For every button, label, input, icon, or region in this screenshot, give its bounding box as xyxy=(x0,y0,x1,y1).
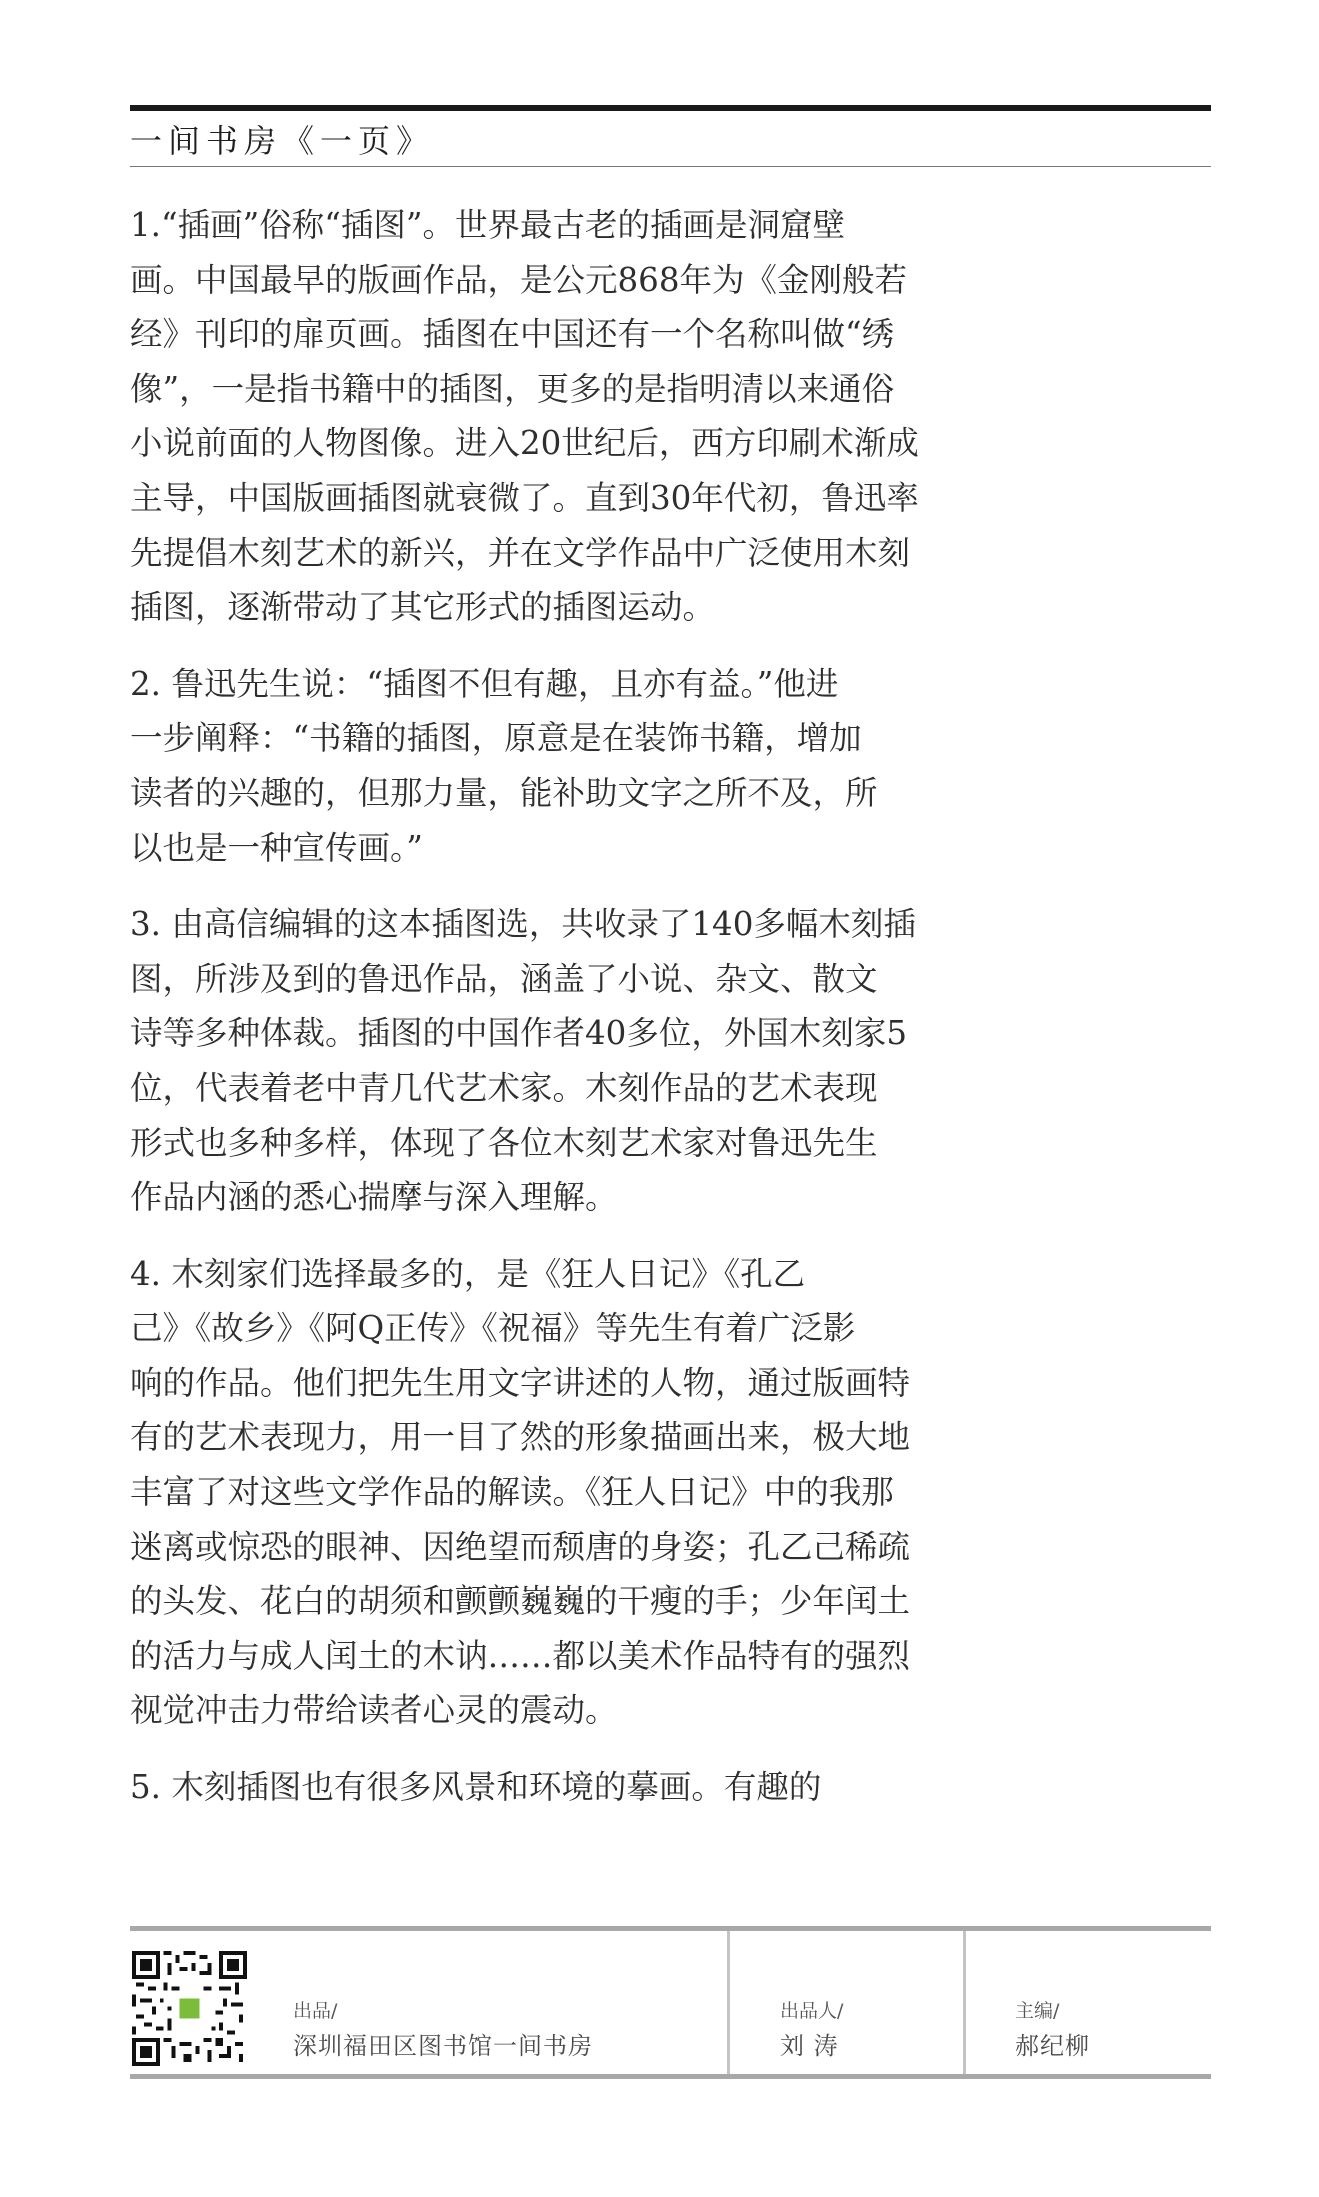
publisher-name: 刘 涛 xyxy=(780,2032,839,2060)
header-rule-top xyxy=(130,105,1211,111)
paragraph-5: 5. 木刻插图也有很多风景和环境的摹画。有趣的 xyxy=(130,1768,822,1807)
footer xyxy=(130,1926,1211,2081)
producer-label: 出品/ xyxy=(293,2000,338,2022)
paragraph-4: 4. 木刻家们选择最多的，是《狂人日记》《孔乙 己》《故乡》《阿Q正传》《祝福》等先生有着广泛影 响的作品。他们把先生用文字讲述的人物，通过版画特 有的艺术表现力，用一目了然的形象描画出来，极大地 丰富了对这些文学作品的解读。《狂人日记》中的我那 迷离或惊恐的眼神、因绝望而颓唐的身姿；孔乙己稀疏 的头发、花白的胡须和颤颤巍巍的干瘦的手；少年闰土 的活力与成人闰土的木讷……都以美术作品特有的强烈 视觉冲击力带给读者心灵的震动。 xyxy=(130,1254,911,1730)
editor-label: 主编/ xyxy=(1015,2000,1060,2022)
paragraph-3: 3. 由高信编辑的这本插图选，共收录了140多幅木刻插 图，所涉及到的鲁迅作品，涵盖了小说、杂文、散文 诗等多种体裁。插图的中国作者40多位，外国木刻家5 位，代表着老中青几代艺术家。木刻作品的艺术表现 形式也多种多样，体现了各位木刻艺术家对鲁迅先生 作品内涵的悉心揣摩与深入理解。 xyxy=(130,905,916,1217)
editor-name: 郝纪柳 xyxy=(1015,2032,1090,2060)
footer-divider-1 xyxy=(727,1931,730,2074)
page-title: 一间书房《一页》 xyxy=(130,122,435,160)
producer-name: 深圳福田区图书馆一间书房 xyxy=(293,2032,593,2060)
qr-code-icon xyxy=(132,1951,247,2066)
footer-divider-2 xyxy=(963,1931,966,2074)
publisher-label: 出品人/ xyxy=(780,2000,844,2022)
paragraph-1: 1.“插画”俗称“插图”。世界最古老的插画是洞窟壁 画。中国最早的版画作品，是公元868年为《金刚般若 经》刊印的扉页画。插图在中国还有一个名称叫做“绣 像”，一是指书籍中的插图，更多的是指明清以来通俗 小说前面的人物图像。进入20世纪后，西方印刷术渐成 主导，中国版画插图就衰微了。直到30年代初，鲁迅率 先提倡木刻艺术的新兴，并在文学作品中广泛使用木刻 插图，逐渐带动了其它形式的插图运动。 xyxy=(130,206,919,627)
footer-rule-bottom xyxy=(130,2074,1211,2079)
paragraph-2: 2. 鲁迅先生说：“插图不但有趣，且亦有益。”他进 一步阐释：“书籍的插图，原意是在装饰书籍，增加 读者的兴趣的，但那力量，能补助文字之所不及，所 以也是一种宣传画。” xyxy=(130,664,878,867)
header-rule-bottom xyxy=(130,166,1211,167)
footer-rule-top xyxy=(130,1926,1211,1931)
article-body xyxy=(130,198,962,1837)
